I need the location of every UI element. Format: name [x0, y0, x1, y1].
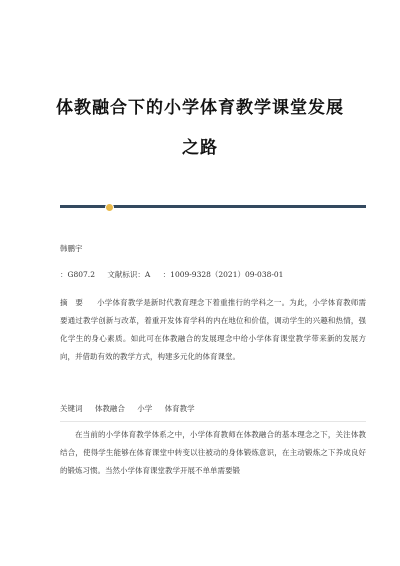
section-divider — [60, 421, 366, 422]
keywords — [60, 403, 366, 414]
article-meta — [60, 269, 370, 280]
keyword-item: 体教融合 — [94, 404, 125, 413]
body-paragraph: 在当前的小学体育教学体系之中，小学体育教师在体教融合的基本理念之下，关注体教结合，使得学生能够在体育课堂中转变以往被动的身体锻炼意识，在主动锻炼之下养成良好的锻炼习惯。当然小学体育课堂教学开展不单单需要锻 — [60, 430, 366, 475]
classification-number: ：G807.2 — [60, 270, 95, 279]
keywords-label: 关键词 — [60, 404, 83, 413]
divider-dot-icon — [105, 203, 114, 212]
title-divider — [60, 203, 366, 211]
abstract — [60, 294, 366, 366]
abstract-text: 小学体育教学是新时代教育理念下着重推行的学科之一。为此，小学体育教师需要通过教学创新与改革，着重开发体育学科的内在地位和价值，调动学生的兴趣和热情，强化学生的身心素质。如此可在体教融合的发展理念中给小学体育课堂教学带来新的发展方向，并借助有效的教学方式，构建多元化的体育课堂。 — [60, 298, 367, 361]
author-name: 韩鹏宇 — [60, 244, 83, 253]
keyword-item: 体育教学 — [164, 404, 195, 413]
abstract-label: 摘 要 — [60, 298, 84, 307]
document-title: 体教融合下的小学体育教学课堂发展之路 — [56, 98, 344, 158]
document-code: 文献标识：A — [107, 270, 151, 279]
keyword-item: 小学 — [137, 404, 153, 413]
article-number: ：1009-9328（2021）09-038-01 — [162, 270, 284, 279]
